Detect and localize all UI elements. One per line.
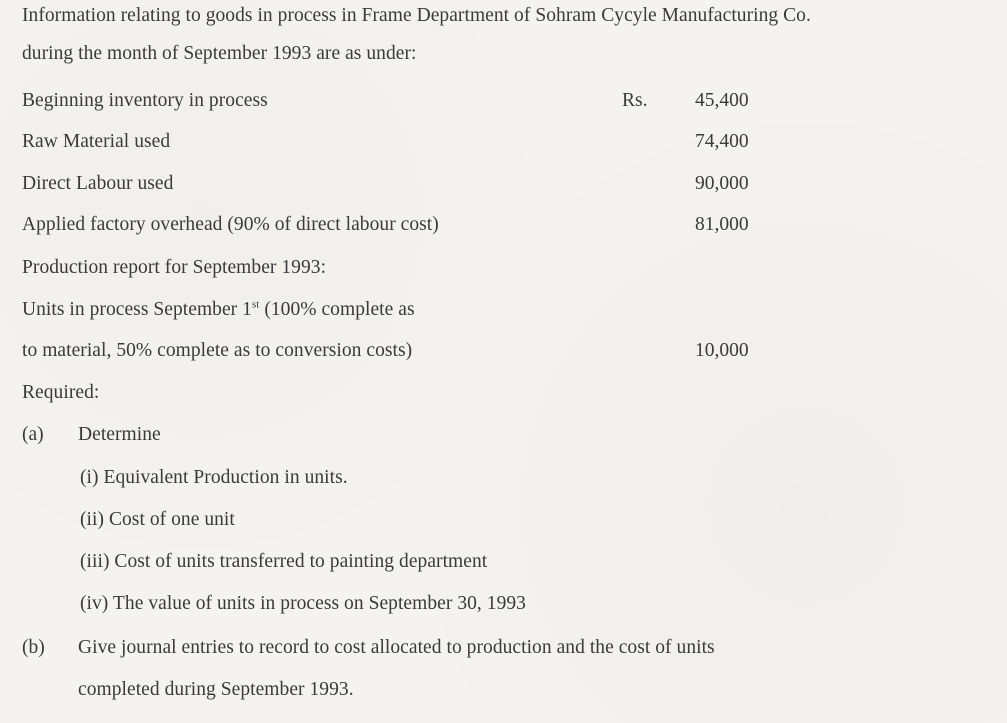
intro-line-2: during the month of September 1993 are as under: [22,43,417,64]
units-line-1-rest: (100% complete as [259,299,415,320]
part-a-item: (ii) Cost of one unit [80,509,235,530]
cost-item-amount: 45,400 [695,90,749,111]
cost-item-amount: 81,000 [695,214,749,235]
ordinal-suffix: st [251,298,260,311]
cost-item-label: Raw Material used [22,131,171,152]
part-b-line-2: completed during September 1993. [78,679,354,700]
cost-item-label: Applied factory overhead (90% of direct labour cost) [22,214,439,235]
cost-item-label: Direct Labour used [22,173,174,194]
part-a-item: (iv) The value of units in process on September 30, 1993 [80,593,526,614]
cost-item-amount: 90,000 [695,173,749,194]
production-report-heading: Production report for September 1993: [22,257,327,278]
part-a-marker: (a) [22,424,44,445]
units-in-process-line-2: to material, 50% complete as to conversion costs) [22,340,413,361]
cost-item-amount: 74,400 [695,131,749,152]
units-line-1-text: Units in process September 1 [22,299,252,320]
units-in-process-amount: 10,000 [695,340,749,361]
part-b-marker: (b) [22,637,45,658]
part-b-line-1: Give journal entries to record to cost allocated to production and the cost of units [78,637,715,658]
cost-item-label: Beginning inventory in process [22,90,268,111]
part-a-text: Determine [78,424,161,445]
part-a-item: (iii) Cost of units transferred to painting department [80,551,488,572]
required-heading: Required: [22,382,100,403]
intro-line-1: Information relating to goods in process in Frame Department of Sohram Cycyle Manufacturing Co. [22,5,811,26]
part-a-item: (i) Equivalent Production in units. [80,467,348,488]
currency-label: Rs. [622,90,648,111]
units-in-process-line-1 [22,298,415,322]
